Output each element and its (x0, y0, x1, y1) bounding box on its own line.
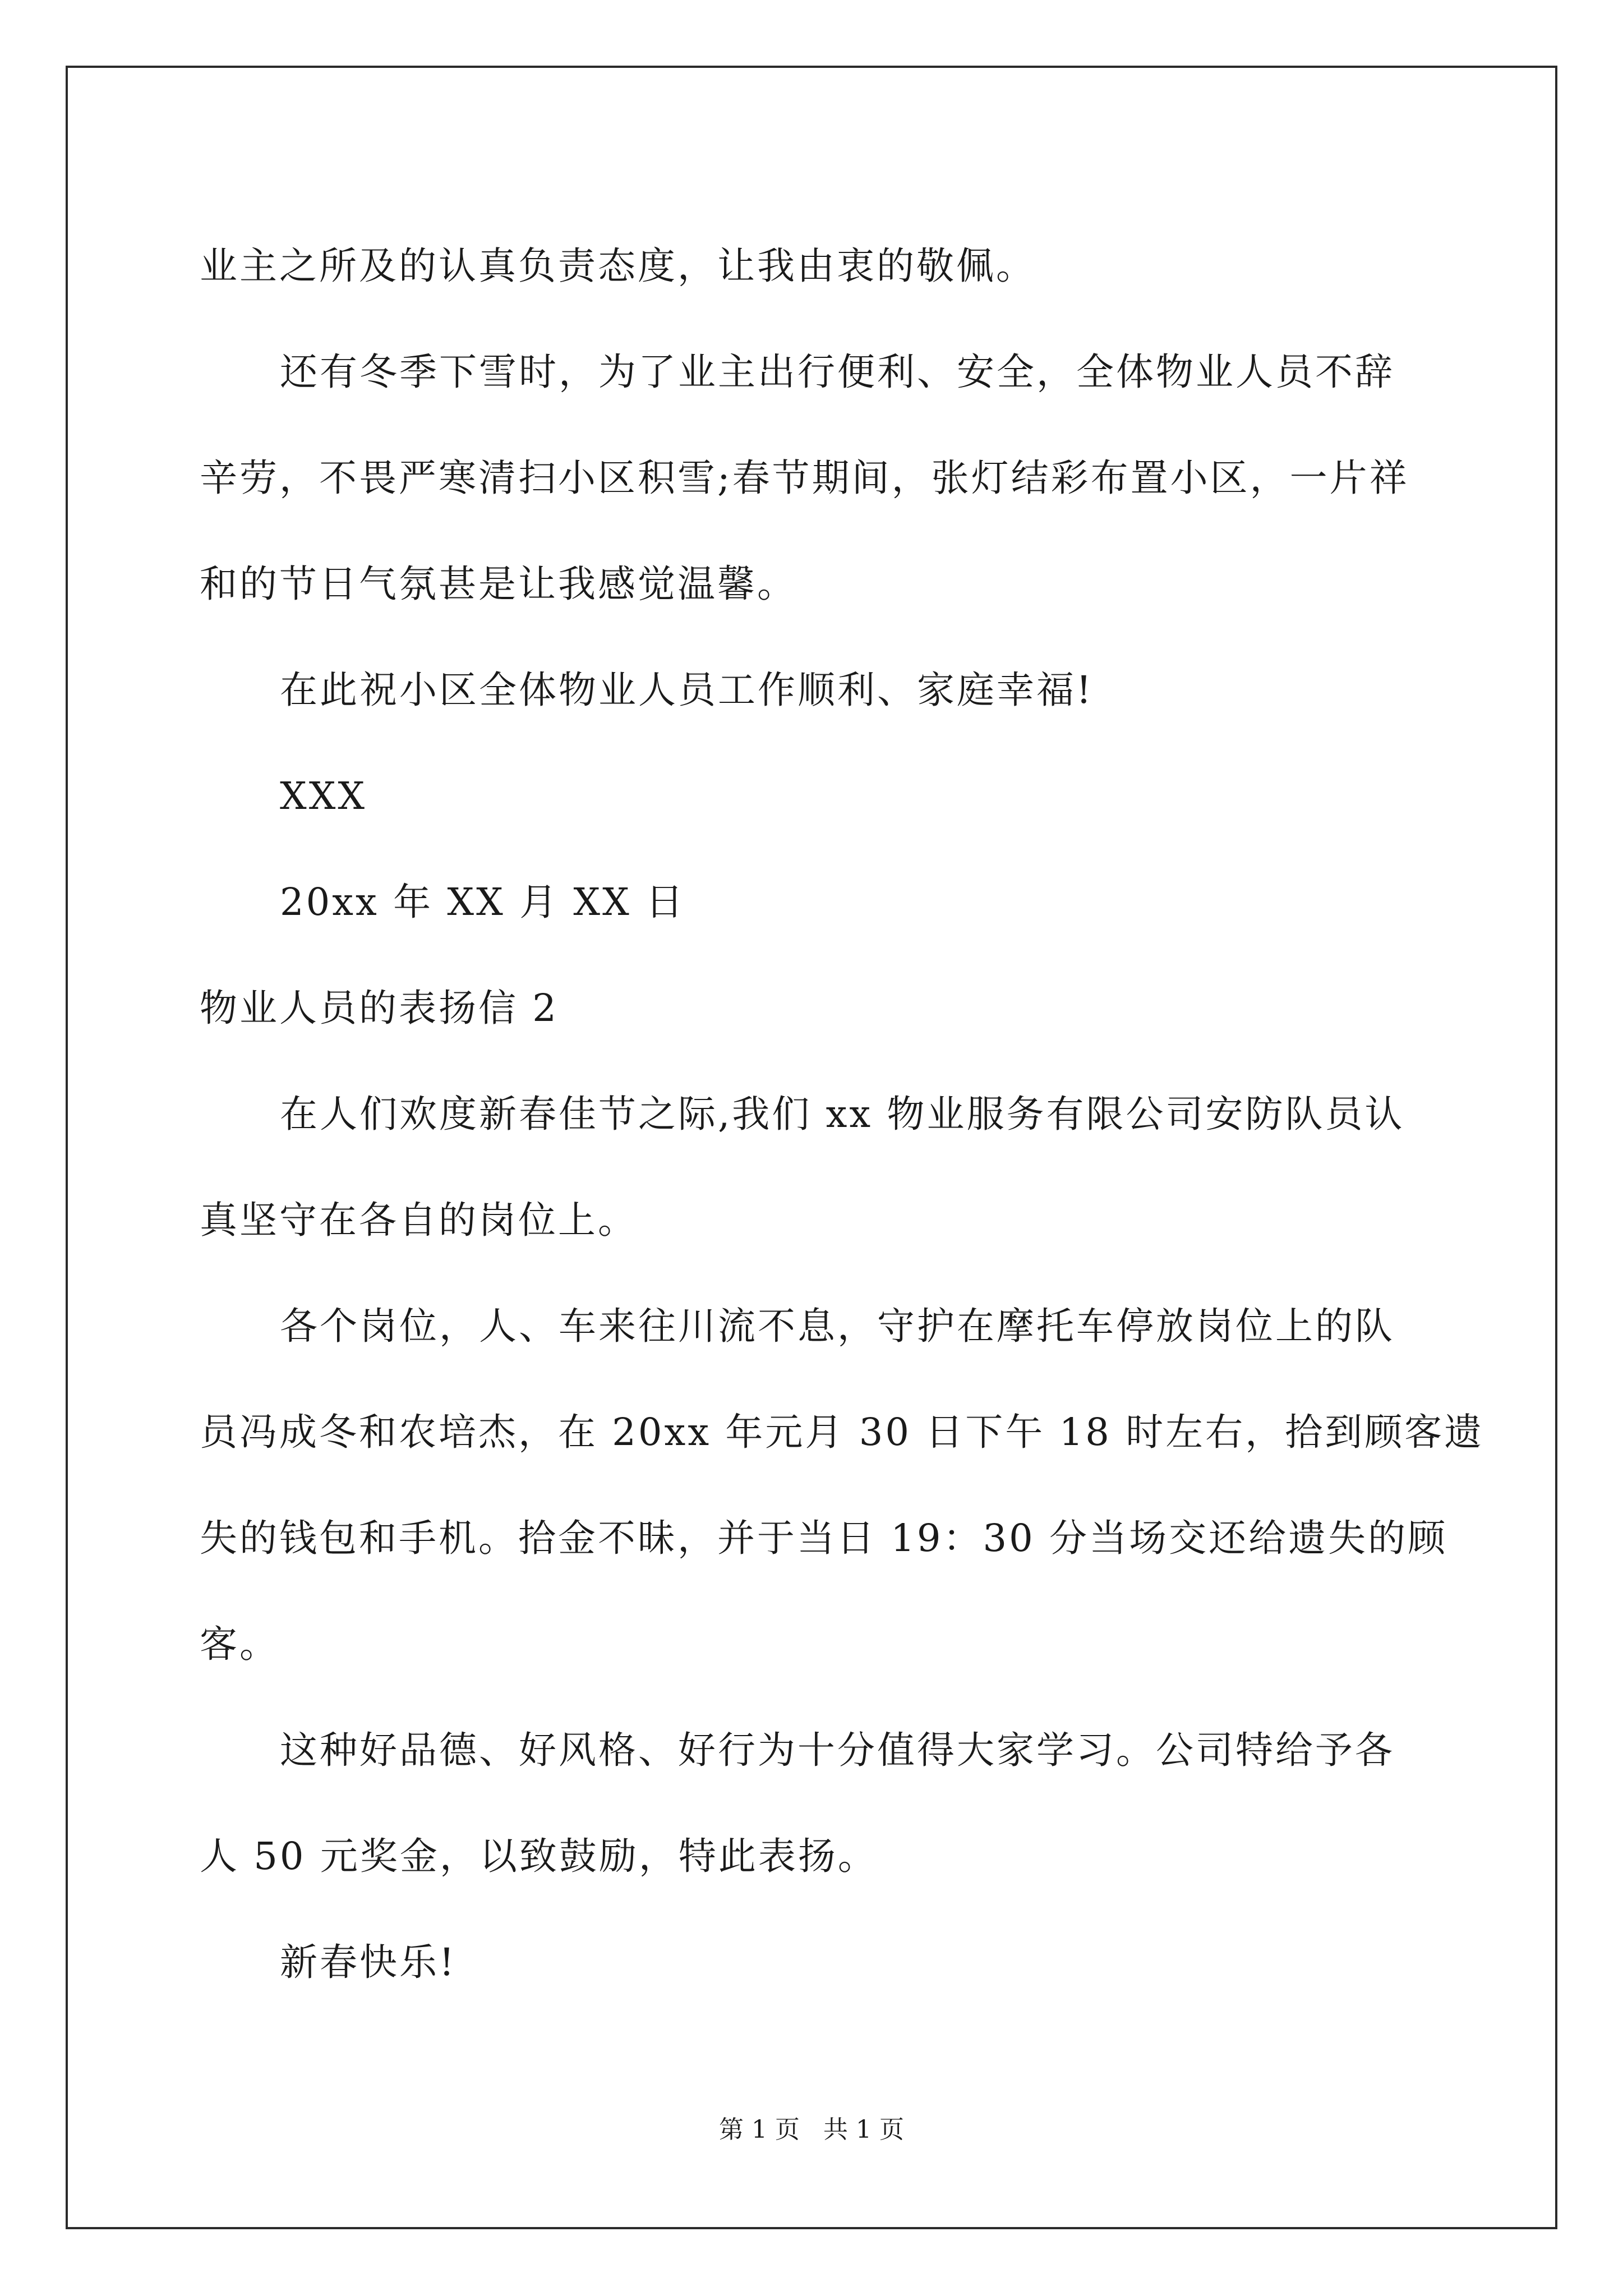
text-line: 员冯成冬和农培杰，在 20xx 年元月 30 日下午 18 时左右，拾到顾客遗 (200, 1410, 1484, 1454)
text-line: 失的钱包和手机。拾金不昧，并于当日 19：30 分当场交还给遗失的顾 (200, 1516, 1448, 1560)
text-line: 各个岗位，人、车来往川流不息，守护在摩托车停放岗位上的队 (280, 1304, 1395, 1348)
text-line: 和的节日气氛甚是让我感觉温馨。 (200, 562, 797, 606)
text-line: 真坚守在各自的岗位上。 (200, 1198, 638, 1242)
text-line: 还有冬季下雪时，为了业主出行便利、安全，全体物业人员不辞 (280, 350, 1395, 394)
document-body (200, 213, 1484, 2016)
signature-date: 20xx 年 XX 月 XX 日 (280, 880, 686, 924)
text-line: 人 50 元奖金，以致鼓励，特此表扬。 (200, 1834, 878, 1878)
text-line: 在此祝小区全体物业人员工作顺利、家庭幸福! (280, 668, 1094, 712)
text-line: 新春快乐! (280, 1940, 457, 1984)
page-footer: 第 1 页 共 1 页 (719, 2115, 904, 2144)
text-line: 业主之所及的认真负责态度，让我由衷的敬佩。 (200, 244, 1036, 288)
text-line: 客。 (200, 1622, 279, 1666)
text-line: 这种好品德、好风格、好行为十分值得大家学习。公司特给予各 (280, 1728, 1395, 1772)
text-line: 辛劳，不畏严寒清扫小区积雪;春节期间，张灯结彩布置小区，一片祥 (200, 456, 1409, 500)
signature-name: XXX (280, 774, 367, 818)
section-title: 物业人员的表扬信 2 (200, 986, 559, 1030)
text-line: 在人们欢度新春佳节之际,我们 xx 物业服务有限公司安防队员认 (280, 1092, 1405, 1136)
